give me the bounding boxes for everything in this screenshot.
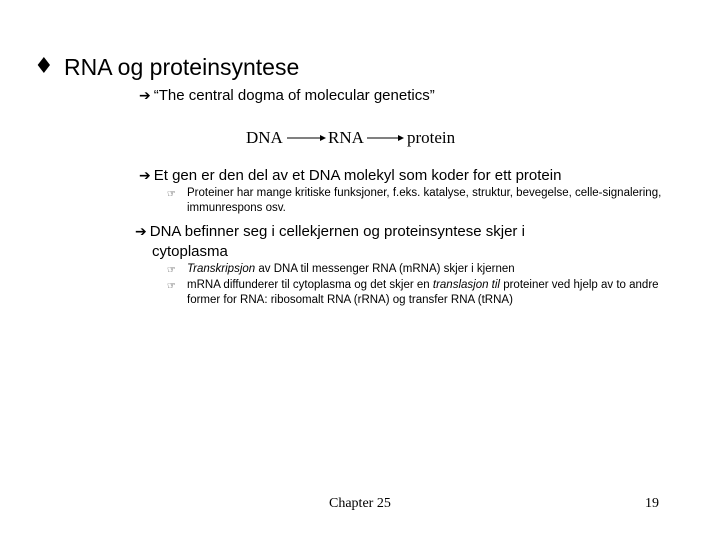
pointer-bullet-icon: ☞ (167, 189, 176, 200)
central-dogma-diagram (246, 128, 466, 150)
transcription-rest: av DNA til messenger RNA (mRNA) skjer i kjernen (255, 263, 515, 275)
translation-part1: mRNA diffunderer til cytoplasma og det skjer en (187, 279, 433, 291)
gene-text: Et gen er den del av et DNA molekyl som koder for ett protein (153, 167, 562, 184)
subpoint-translation (167, 278, 667, 310)
subpoint-transcription (167, 262, 667, 278)
transcription-text (187, 262, 662, 277)
diamond-bullet-icon: ♦ (34, 54, 54, 79)
translation-italic: translasjon til (432, 279, 500, 291)
diagram-protein-label: protein (407, 128, 456, 147)
right-arrow-icon: ➔ (139, 88, 151, 104)
dna-location-text-line1: DNA befinner seg i cellekjernen og proteinsyntese skjer i (149, 223, 525, 240)
dna-location-text-line2: cytoplasma (152, 243, 228, 260)
arrow-rna-to-protein-icon (367, 135, 404, 141)
diagram-rna-label: RNA (328, 128, 364, 147)
pointer-bullet-icon: ☞ (167, 281, 176, 292)
diagram-dna-label: DNA (246, 128, 283, 147)
bullet-point-central-dogma (139, 86, 435, 106)
pointer-bullet-icon: ☞ (167, 265, 176, 276)
bullet-point-gene (139, 166, 561, 186)
footer-chapter: Chapter 25 (329, 496, 391, 511)
bullet-point-dna-location (135, 222, 525, 261)
slide-title: RNA og proteinsyntese (64, 54, 300, 80)
central-dogma-text: “The central dogma of molecular genetics” (153, 87, 435, 104)
transcription-italic: Transkripsjon (187, 263, 256, 275)
proteins-text: Proteiner har mange kritiske funksjoner, f.eks. katalyse, struktur, bevegelse, celle-signalering, immunrespons osv. (187, 187, 662, 214)
right-arrow-icon: ➔ (135, 224, 147, 240)
arrow-dna-to-rna-icon (287, 135, 326, 141)
translation-part2: proteiner ved hjelp av to andre former for RNA: ribosomalt RNA (rRNA) og transfer RNA (tRNA) (187, 279, 659, 306)
footer-page-number: 19 (645, 496, 659, 511)
right-arrow-icon: ➔ (139, 168, 151, 184)
translation-text (187, 278, 662, 308)
subpoint-proteins (167, 186, 667, 218)
